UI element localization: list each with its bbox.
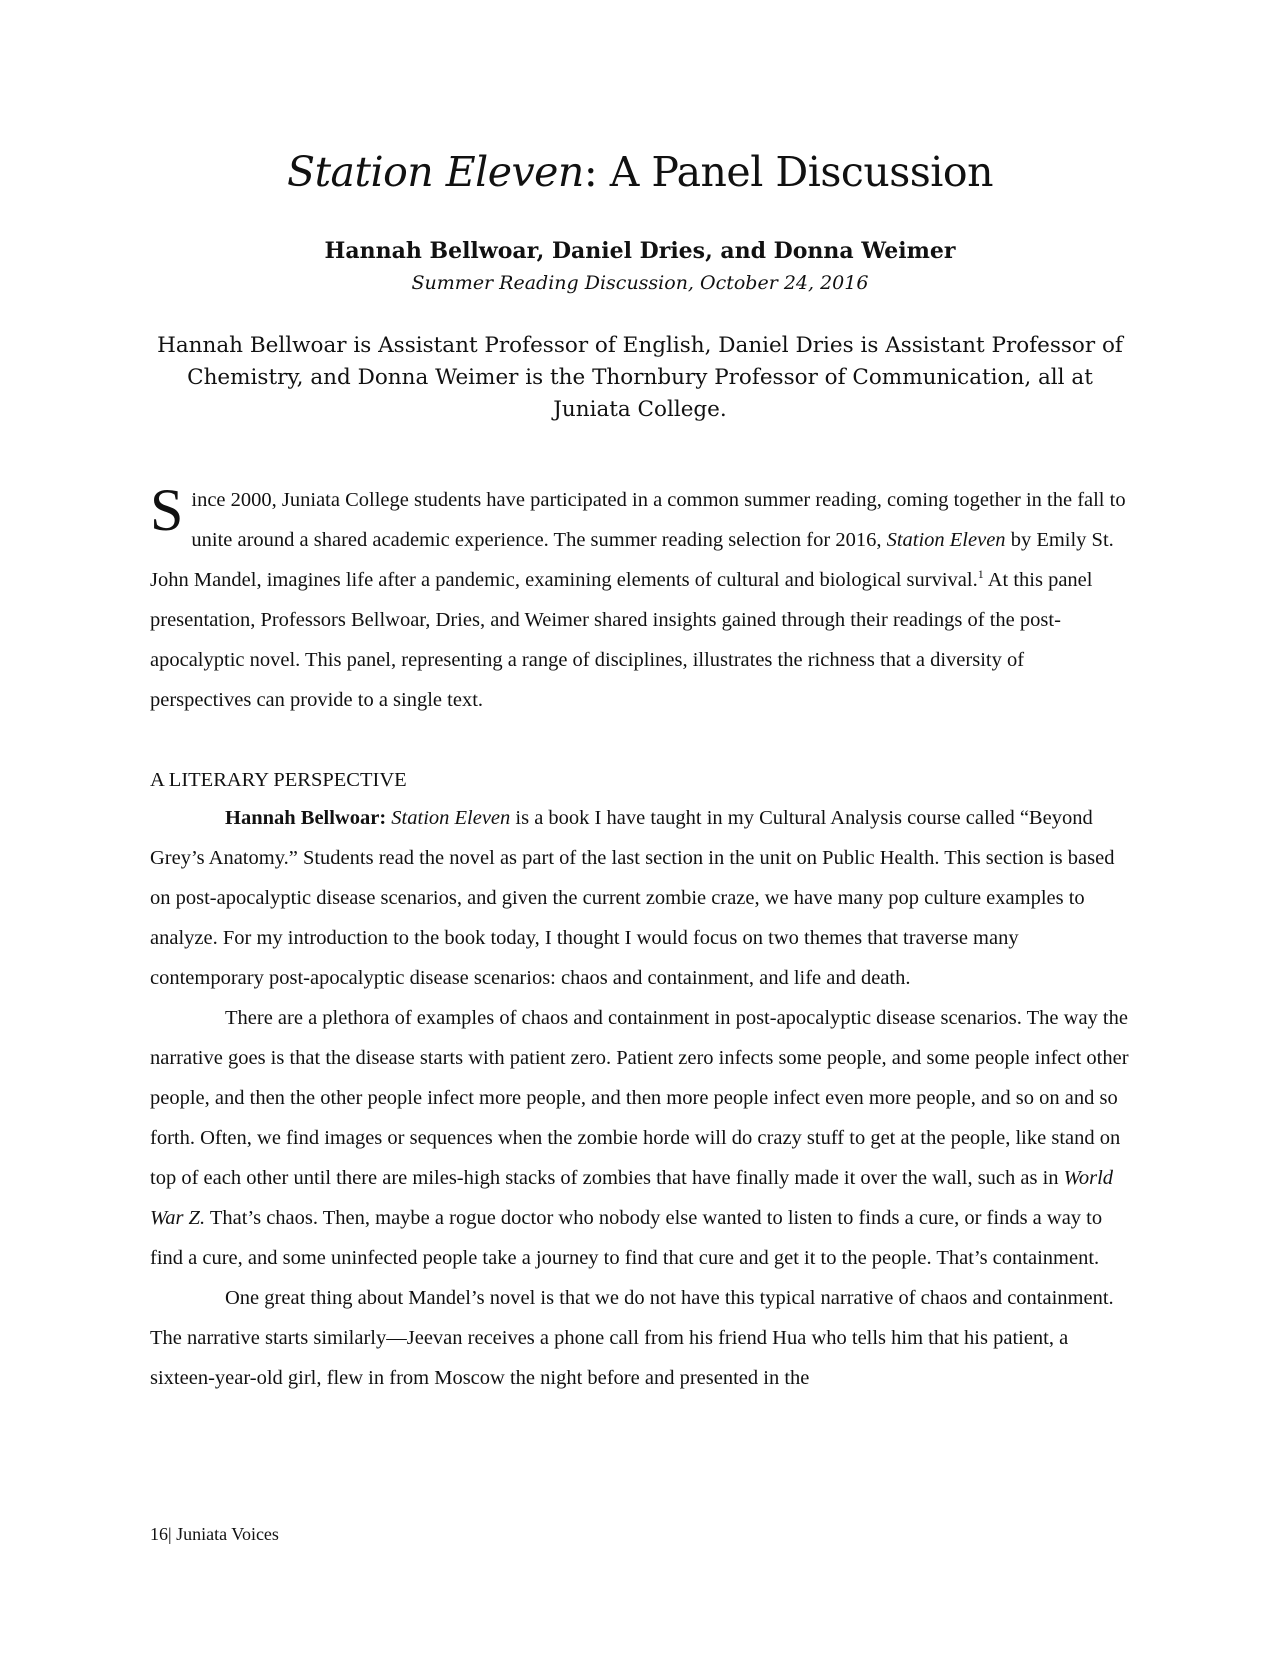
panel-discussion-text <box>150 798 1130 1398</box>
event-subtitle: Summer Reading Discussion, October 24, 2016 <box>411 272 869 294</box>
paragraph-3: One great thing about Mandel’s novel is that we do not have this typical narrative of chaos and containment. The narrative starts similarly—Jeevan receives a phone call from his friend Hua who tells him that his patient, a sixteen-year-old girl, flew in from Moscow the night before and presented in the <box>150 1287 1114 1389</box>
drop-cap: S <box>150 477 184 543</box>
article-title <box>0 148 1280 196</box>
p1-book-title: Station Eleven <box>391 807 511 829</box>
title-book-name: Station Eleven <box>286 148 584 196</box>
title-rest: : A Panel Discussion <box>583 148 994 196</box>
intro-paragraph <box>150 477 1130 720</box>
p1-text: is a book I have taught in my Cultural Analysis course called “Beyond Grey’s Anatomy.” Students read the novel as part of the last section in the unit on Public Health. This section is based on post-apocalyptic disease scenarios, and given the current zombie craze, we have many pop culture examples to analyze. For my introduction to the book today, I thought I would focus on two themes that traverse many contemporary post-apocalyptic disease scenarios: chaos and containment, and life and death. <box>150 807 1115 989</box>
footnote-marker[interactable]: 1 <box>977 567 984 582</box>
intro-part1: ince 2000, Juniata College students have participated in a common summer reading, coming together in the fall to unite around a shared academic experience. The summer reading selection for 2016, <box>191 489 1126 551</box>
p2-film-title: World War Z. <box>150 1167 1114 1229</box>
page-footer: 16| Juniata Voices <box>150 1524 279 1544</box>
speaker-label: Hannah Bellwoar: <box>225 807 387 829</box>
paragraph-2 <box>150 998 1130 1278</box>
author-affiliation: Hannah Bellwoar is Assistant Professor of English, Daniel Dries is Assistant Professor of Chemistry, and Donna Weimer is the Thornbury Professor of Communication, all at Juniata College. <box>157 333 1123 422</box>
authors: Hannah Bellwoar, Daniel Dries, and Donna Weimer <box>324 238 956 264</box>
intro-part3: At this panel presentation, Professors Bellwoar, Dries, and Weimer shared insights gained through their readings of the post-apocalyptic novel. This panel, representing a range of disciplines, illustrates the richness that a diversity of perspectives can provide to a single text. <box>150 569 1093 711</box>
paragraph-1 <box>150 798 1130 998</box>
p2-part1: There are a plethora of examples of chaos and containment in post-apocalyptic disease scenarios. The way the narrative goes is that the disease starts with patient zero. Patient zero infects some people, and some people infect other people, and then the other people infect more people, and then more people infect even more people, and so on and so forth. Often, we find images or sequences when the zombie horde will do crazy stuff to get at the people, like stand on top of each other until there are miles-high stacks of zombies that have finally made it over the wall, such as in <box>150 1007 1129 1189</box>
p2-part2: That’s chaos. Then, maybe a rogue doctor who nobody else wanted to listen to finds a cure, or finds a way to find a cure, and some uninfected people take a journey to find that cure and get it to the people. That’s containment. <box>150 1207 1103 1269</box>
section-heading: A LITERARY PERSPECTIVE <box>150 769 407 791</box>
intro-part2: by Emily St. John Mandel, imagines life after a pandemic, examining elements of cultural and biological survival. <box>150 529 1114 591</box>
intro-book-title: Station Eleven <box>886 529 1006 551</box>
